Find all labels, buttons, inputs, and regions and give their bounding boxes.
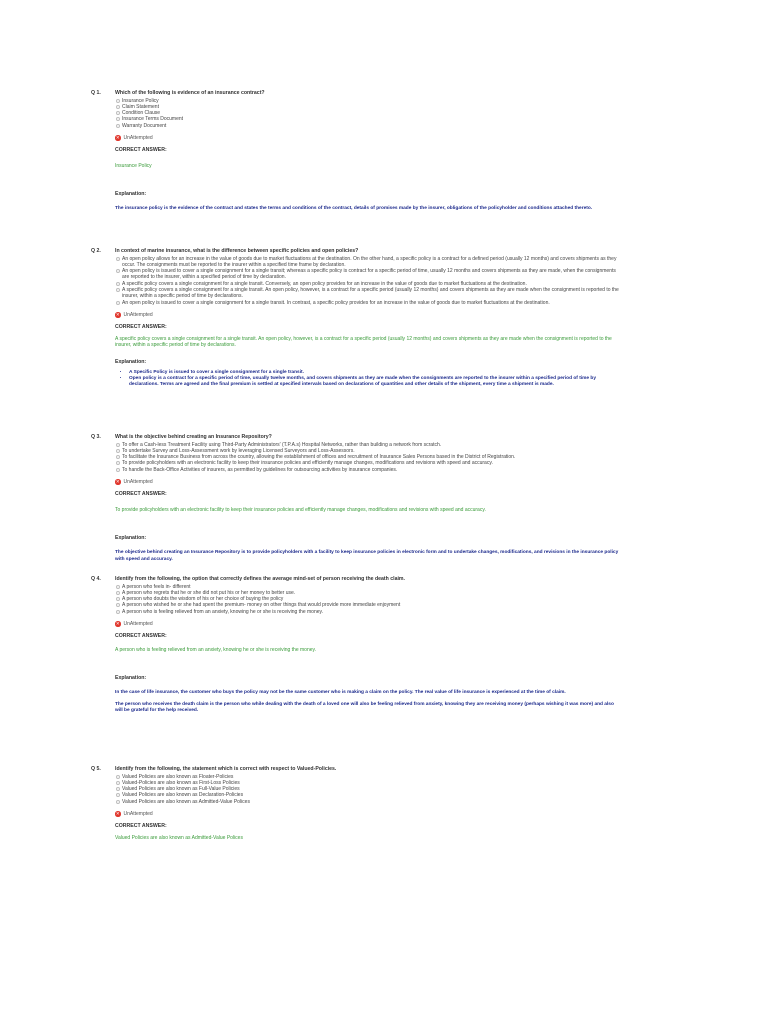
option-label: Valued Policies are also known as Declaration-Policies [122,792,244,799]
option-label: A person who is feeling relieved from an anxiety, knowing he or she is receiving the money. [122,608,324,615]
question-number: Q 1. [91,90,101,96]
radio-button[interactable] [116,610,120,614]
question-number: Q 5. [91,766,101,772]
radio-button[interactable] [116,282,120,286]
option-item[interactable] [115,799,621,805]
correct-answer-label: CORRECT ANSWER: [115,823,167,830]
question-body [115,584,621,714]
option-label: To provide policyholders with an electronic facility to keep their insurance policies and efficiently manage changes, modifications and revisions with speed and accuracy. [122,460,493,467]
radio-button[interactable] [116,468,120,472]
option-label: Claim Statement [122,103,159,110]
radio-button[interactable] [116,591,120,595]
radio-button[interactable] [116,800,120,804]
radio-button[interactable] [116,111,120,115]
option-label: To offer a Cash-less Treatment Facility using Third-Party Administrators' (T.P.A.s) Hospital Networks, rather than building a network from scratch. [122,441,442,448]
explanation-text: The objective behind creating an Insurance Repository is to provide policyholders with a facility to keep insurance policies in electronic form and to undertake changes, modifications, and revisions in the insurance policy with speed and accuracy. [115,550,619,562]
option-label: A person who feels in- different [122,583,191,590]
option-label: An open policy allows for an increase in the value of goods due to market fluctuations at the destination. On the other hand, a specific policy is a contract for a defined period (usually 12 months) and covers shipments as they occur. The consignments must be reported to the insurer within a specified time frame by declaration. [122,255,617,268]
correct-answer-text: Valued Policies are also known as Admitted-Value Polices [115,835,243,842]
option-label: A specific policy covers a single consignment for a single transit. Conversely, an open policy provides for an increase in the value of goods due to market fluctuations at the destination. [122,280,527,287]
options-list [115,256,621,306]
option-label: Valued Policies are also known as Floater-Policies [122,773,234,780]
unattempted-icon: ✕ [115,479,120,485]
radio-button[interactable] [116,105,120,109]
question-body [115,774,621,842]
radio-button[interactable] [116,269,120,273]
question-block [91,766,621,841]
correct-answer-label: CORRECT ANSWER: [115,147,167,154]
status-row [115,621,621,627]
status-text: UnAttempted [123,311,153,318]
question-header [91,576,621,583]
question-header [91,90,621,97]
status-row [115,811,621,817]
option-label: A person who wished he or she had spent the premium- money on other things that would provide more immediate enjoyment [122,602,401,609]
explanation-bullet: • Open policy is a contract for a specific period of time, usually twelve months, and covers shipments as they are made when the consignments are reported to the insurer within a specified period of time by declarations. Terms are agreed and the final premium is settled at specified intervals based on declarations of quantities and other details of the shipment, every time a shipment is made. [129,376,621,388]
options-list [115,774,621,805]
question-text: Identify from the following, the statement which is correct with respect to Valued-Policies. [115,766,337,772]
explanation-label: Explanation: [115,675,147,682]
option-label: Warranty Document [122,122,167,129]
radio-button[interactable] [116,597,120,601]
option-label: To facilitate the Insurance Business from across the country, allowing the establishment of offices and recruitment of Insurance Sales Persons based in the District of Registration. [122,454,516,461]
status-text: UnAttempted [123,135,153,142]
options-list [115,584,621,615]
option-item[interactable] [115,300,621,306]
unattempted-icon: ✕ [115,312,120,318]
explanation-label: Explanation: [115,191,147,198]
radio-button[interactable] [116,257,120,261]
status-row [115,479,621,485]
option-label: Insurance Terms Document [122,116,184,123]
correct-answer-text: Insurance Policy [115,163,152,170]
option-label: Valued-Policies are also known as First-Loss Policies [122,779,240,786]
question-block [91,248,621,388]
radio-button[interactable] [116,787,120,791]
unattempted-icon: ✕ [115,811,120,817]
question-header [91,766,621,773]
explanation-bullet: • A Specific Policy is issued to cover a single consignment for a single transit. [129,370,621,376]
unattempted-icon: ✕ [115,621,120,627]
explanation-label: Explanation: [115,535,147,542]
option-item[interactable] [115,609,621,615]
option-label: Valued Policies are also known as Admitted-Value Polices [122,798,250,805]
radio-button[interactable] [116,443,120,447]
question-number: Q 4. [91,576,101,582]
correct-answer-label: CORRECT ANSWER: [115,323,167,330]
option-label: To undertake Survey and Loss-Assessment work by leveraging Licensed Surveyors and Loss-Assessors. [122,447,355,454]
option-item[interactable] [115,256,621,269]
radio-button[interactable] [116,775,120,779]
options-list [115,98,621,129]
status-row [115,135,621,141]
correct-answer-text: A specific policy covers a single consignment for a single transit. An open policy, however, is a contract for a specific period (usually 12 months) and covers shipments as they are made when the consignment is reported to the insurer, within a specific period of time by declarations. [115,335,612,349]
radio-button[interactable] [116,288,120,292]
radio-button[interactable] [116,455,120,459]
question-block [91,576,621,714]
explanation-label: Explanation: [115,358,147,365]
radio-button[interactable] [116,585,120,589]
radio-button[interactable] [116,461,120,465]
radio-button[interactable] [116,117,120,121]
option-item[interactable] [115,268,621,281]
correct-answer-label: CORRECT ANSWER: [115,491,167,498]
radio-button[interactable] [116,301,120,305]
correct-answer-label: CORRECT ANSWER: [115,633,167,640]
question-header [91,248,621,255]
question-body [115,98,621,213]
question-number: Q 2. [91,248,101,254]
question-text: Which of the following is evidence of an insurance contract? [115,90,265,96]
options-list [115,442,621,473]
explanation-text: The insurance policy is the evidence of the contract and states the terms and conditions of the contract, details of promises made by the insurer, obligations of the policyholder and conditions attached thereto. [115,206,593,212]
option-label: A person who doubts the wisdom of his or her choice of buying the policy [122,596,284,603]
status-row [115,312,621,318]
option-label: To handle the Back-Office Activities of insurers, as permitted by guidelines for outsourcing activities by insurance companies. [122,466,398,473]
explanation-text: The person who receives the death claim is the person who while dealing with the death of a loved one will also be feeling relieved from anxiety, knowing they are receiving money (perhaps wishing it was more) and also will be grateful for the help received. [115,701,614,713]
question-body [115,256,621,389]
correct-answer-text: To provide policyholders with an electronic facility to keep their insurance policies and efficiently manage changes, modifications and revisions with speed and accuracy. [115,507,486,514]
option-label: Condition Clause [122,110,161,117]
radio-button[interactable] [116,99,120,103]
radio-button[interactable] [116,793,120,797]
option-label: Insurance Policy [122,97,159,104]
question-text: In context of marine insurance, what is the difference between specific policies and open policies? [115,248,359,254]
radio-button[interactable] [116,603,120,607]
question-header [91,434,621,441]
unattempted-icon: ✕ [115,135,120,141]
option-item[interactable] [115,287,621,300]
radio-button[interactable] [116,124,120,128]
question-block [91,434,621,563]
question-text: What is the objective behind creating an Insurance Repository? [115,434,272,440]
option-label: An open policy is issued to cover a single consignment for a single transit. In contrast, a specific policy provides for an increase in the value of goods due to market fluctuations at the destination. [122,299,550,306]
option-label: A specific policy covers a single consignment for a single transit. An open policy, however, is a contract for a specific period (usually 12 months) and covers shipments as they are made when the consignment is reported to the insurer, within a specific period of time by declarations. [122,287,619,300]
radio-button[interactable] [116,449,120,453]
explanation-list [115,370,621,389]
status-text: UnAttempted [123,479,153,486]
option-item[interactable] [115,123,621,129]
option-label: Valued Policies are also known as Full-Value Policies [122,786,240,793]
option-item[interactable] [115,467,621,473]
option-label: An open policy is issued to cover a single consignment for a single transit; whereas a specific policy is contract for a specific period of time, usually 12 months and covers shipments as they are made, when the consignments are reported to the insurer, within a specified period of time by declaration. [122,268,616,281]
question-text: Identify from the following, the option that correctly defines the average mind-set of person receiving the death claim. [115,576,405,582]
radio-button[interactable] [116,781,120,785]
correct-answer-text: A person who is feeling relieved from an anxiety, knowing he or she is receiving the money. [115,647,317,654]
status-text: UnAttempted [123,621,153,628]
question-block [91,90,621,213]
explanation-text: In the case of life insurance, the customer who buys the policy may not be the same customer who is making a claim on the policy. The real value of life insurance is experienced at the time of claim. [115,690,566,696]
option-label: A person who regrets that he or she did not put his or her money to better use. [122,589,296,596]
question-number: Q 3. [91,434,101,440]
question-body [115,442,621,563]
status-text: UnAttempted [123,811,153,818]
